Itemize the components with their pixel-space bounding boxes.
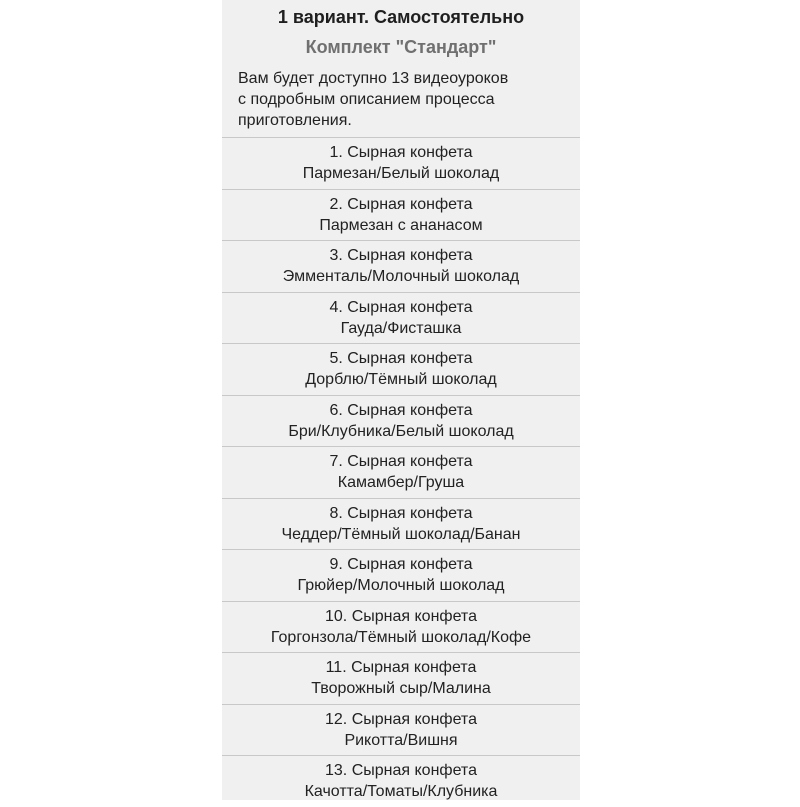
pricing-panel — [222, 0, 580, 800]
lesson-subtitle: Пармезан/Белый шоколад — [302, 165, 500, 182]
lesson-item — [222, 652, 580, 704]
lesson-title: 13. Сырная конфета — [325, 762, 477, 779]
lesson-item — [222, 240, 580, 292]
lesson-title: 8. Сырная конфета — [329, 504, 473, 522]
lesson-title: 5. Сырная конфета — [329, 350, 473, 367]
lesson-subtitle: Гауда/Фисташка — [340, 319, 462, 337]
lesson-item — [222, 446, 580, 498]
lesson-item — [222, 292, 580, 344]
lesson-subtitle: Чеддер/Тёмный шоколад/Банан — [281, 525, 521, 543]
lesson-list — [222, 137, 580, 807]
lesson-title: 1. Сырная конфета — [329, 144, 473, 161]
description-line: с подробным описанием процесса — [238, 91, 495, 108]
description-line: Вам будет доступно 13 видеоуроков — [238, 70, 509, 87]
plan-description — [222, 60, 580, 130]
lesson-subtitle: Пармезан с ананасом — [319, 216, 483, 234]
lesson-title: 9. Сырная конфета — [329, 556, 473, 573]
plan-subtitle: Комплект "Стандарт" — [305, 37, 497, 57]
description-line: приготовления. — [238, 112, 352, 129]
lesson-title: 7. Сырная конфета — [329, 453, 473, 470]
lesson-item — [222, 137, 580, 189]
lesson-title: 2. Сырная конфета — [329, 195, 473, 213]
plan-title: 1 вариант. Самостоятельно — [277, 7, 525, 27]
lesson-item — [222, 395, 580, 447]
lesson-title: 11. Сырная конфета — [325, 659, 477, 676]
lesson-item — [222, 601, 580, 653]
lesson-subtitle: Горгонзола/Тёмный шоколад/Кофе — [270, 628, 532, 646]
lesson-subtitle: Дорблю/Тёмный шоколад — [305, 371, 497, 388]
lesson-subtitle: Творожный сыр/Малина — [311, 680, 491, 697]
lesson-title: 10. Сырная конфета — [325, 607, 477, 625]
lesson-subtitle: Качотта/Томаты/Клубника — [304, 783, 498, 800]
lesson-item — [222, 755, 580, 807]
lesson-subtitle: Камамбер/Груша — [337, 474, 465, 491]
lesson-subtitle: Эмменталь/Молочный шоколад — [282, 268, 520, 285]
lesson-item — [222, 549, 580, 601]
lesson-title: 12. Сырная конфета — [325, 710, 477, 728]
lesson-title: 6. Сырная конфета — [329, 401, 473, 419]
lesson-item — [222, 343, 580, 395]
lesson-title: 3. Сырная конфета — [329, 247, 473, 264]
lesson-subtitle: Бри/Клубника/Белый шоколад — [288, 422, 514, 440]
lesson-item — [222, 189, 580, 241]
lesson-subtitle: Грюйер/Молочный шоколад — [297, 577, 505, 594]
lesson-title: 4. Сырная конфета — [329, 298, 473, 316]
lesson-item — [222, 498, 580, 550]
lesson-subtitle: Рикотта/Вишня — [344, 731, 458, 749]
lesson-item — [222, 704, 580, 756]
